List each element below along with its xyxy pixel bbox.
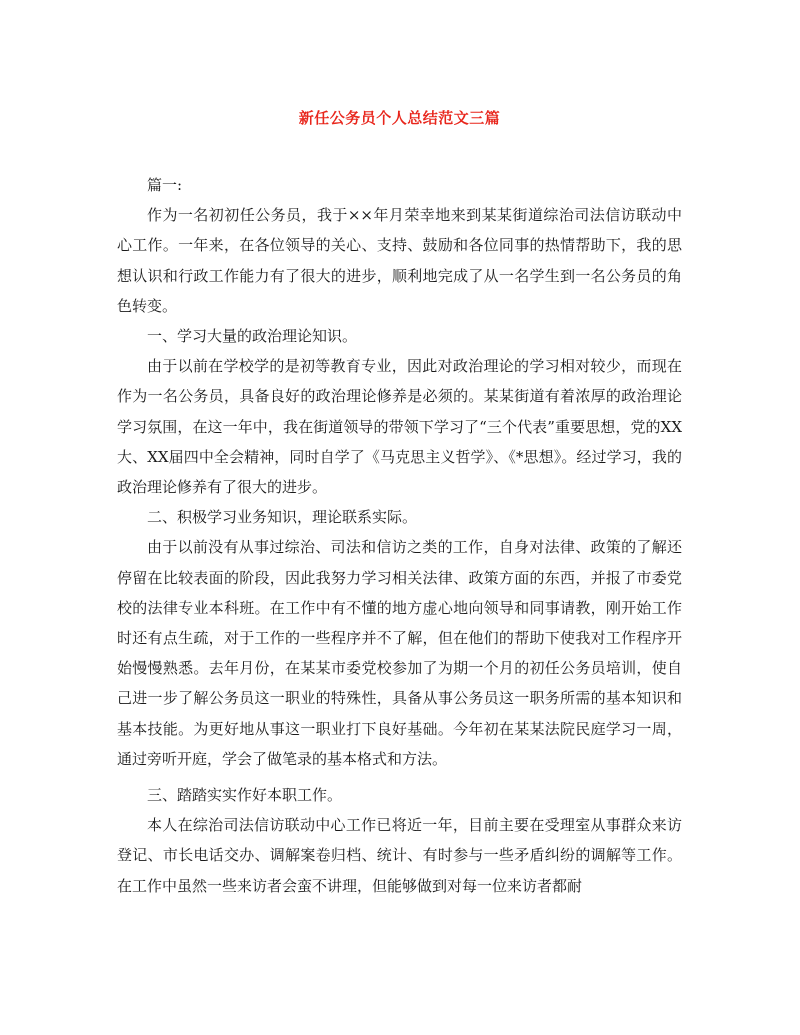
paragraph-job-duties: 本人在综治司法信访联动中心工作已将近一年，目前主要在受理室从事群众来访登记、市长电话交办、调解案卷归档、统计、有时参与一些矛盾纠纷的调解等工作。在工作中虽然一些来访者会蛮不讲理，但能够做到对每一位来访者都耐	[117, 816, 682, 895]
document-body	[117, 170, 682, 901]
heading-job-duties: 三、踏踏实实作好本职工作。	[147, 786, 343, 805]
heading-business-knowledge: 二、积极学习业务知识，理论联系实际。	[147, 508, 418, 527]
section-label-part-one: 篇一:	[147, 176, 183, 194]
paragraph-intro: 作为一名初初任公务员，我于××年月荣幸地来到某某街道综治司法信访联动中心工作。一年来，在各位领导的关心、支持、鼓励和各位同事的热情帮助下，我的思想认识和行政工作能力有了很大的进步，顺利地完成了从一名学生到一名公务员的角色转变。	[117, 206, 682, 315]
document-title: 新任公务员个人总结范文三篇	[298, 109, 501, 127]
heading-political-theory: 一、学习大量的政治理论知识。	[147, 327, 358, 346]
paragraph-political-theory: 由于以前在学校学的是初等教育专业，因此对政治理论的学习相对较少，而现在作为一名公务员，具备良好的政治理论修养是必须的。某某街道有着浓厚的政治理论学习氛围，在这一年中，我在街道领导的带领下学习了“三个代表”重要思想，党的XX大、XX届四中全会精神，同时自学了《马克思主义哲学》、《*思想》。经过学习，我的政治理论修养有了很大的进步。	[117, 357, 682, 497]
paragraph-business-knowledge: 由于以前没有从事过综治、司法和信访之类的工作，自身对法律、政策的了解还停留在比较表面的阶段，因此我努力学习相关法律、政策方面的东西，并报了市委党校的法律专业本科班。在工作中有不懂的地方虚心地向领导和同事请教，刚开始工作时还有点生疏，对于工作的一些程序并不了解，但在他们的帮助下使我对工作程序开始慢慢熟悉。去年月份，在某某市委党校参加了为期一个月的初任公务员培训，使自己进一步了解公务员这一职业的特殊性，具备从事公务员这一职务所需的基本知识和基本技能。为更好地从事这一职业打下良好基础。今年初在某某法院民庭学习一周，通过旁听开庭，学会了做笔录的基本格式和方法。	[117, 538, 682, 768]
